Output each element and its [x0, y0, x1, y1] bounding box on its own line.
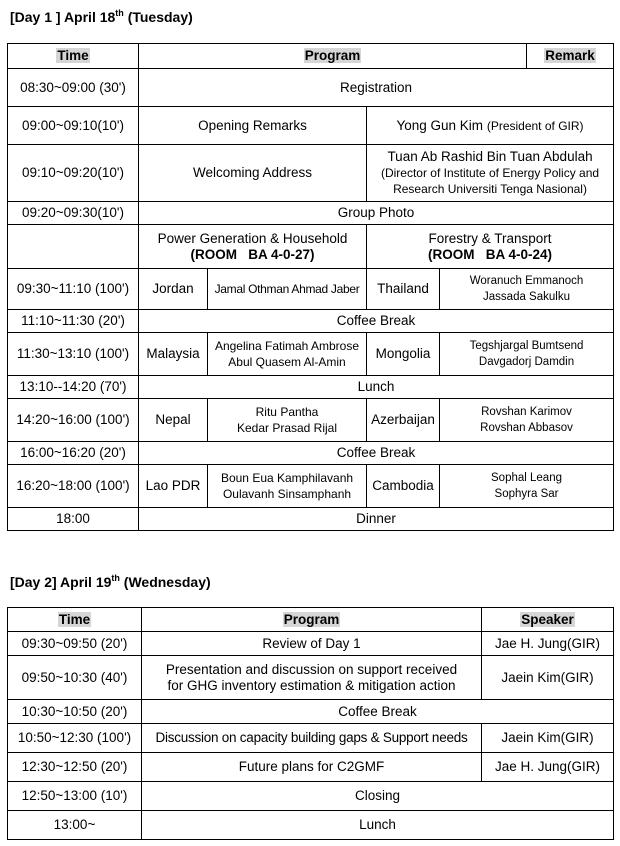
day1-row-opening [8, 107, 614, 145]
room-left-number: (ROOM BA 4-0-27) [190, 246, 315, 262]
speaker-name: Tuan Ab Rashid Bin Tuan Abdulah [387, 149, 593, 164]
day1-row-registration [8, 69, 614, 107]
time-cell: 16:00~16:20 (20') [8, 442, 139, 465]
day2-header-speaker: Speaker [482, 608, 614, 632]
names-cell: Boun Eua Kamphilavanh Oulavanh Sinsamphanh [208, 465, 367, 508]
program-cell: Coffee Break [139, 442, 614, 465]
time-cell: 08:30~09:00 (30') [8, 69, 139, 107]
day1-row-session4 [8, 465, 614, 508]
day1-row-session1 [8, 269, 614, 310]
program-cell: Closing [142, 782, 614, 811]
program-cell: Discussion on capacity building gaps & Support needs [142, 724, 482, 753]
day1-title [10, 8, 193, 26]
day1-header-row [8, 44, 614, 69]
speaker-name: Yong Gun Kim [396, 117, 484, 133]
empty-cell [8, 225, 139, 269]
time-cell: 09:30~11:10 (100') [8, 269, 139, 310]
day1-row-session3 [8, 399, 614, 442]
day2-row-presentation [8, 656, 614, 700]
speaker-affiliation-1: (Director of Institute of Energy Policy and [380, 166, 600, 180]
room-left [139, 225, 367, 269]
time-cell: 13:00~ [8, 811, 142, 840]
program-cell: Lunch [142, 811, 614, 840]
day2-row-lunch [8, 811, 614, 840]
time-cell: 09:50~10:30 (40') [8, 656, 142, 700]
program-cell: Welcoming Address [139, 145, 367, 202]
room-right [367, 225, 614, 269]
program-cell: Lunch [139, 376, 614, 399]
day1-row-dinner [8, 508, 614, 531]
day2-title-label: [Day 2] April 19 [10, 574, 112, 590]
time-cell: 12:50~13:00 (10') [8, 782, 142, 811]
speaker-cell [367, 107, 614, 145]
time-cell: 16:20~18:00 (100') [8, 465, 139, 508]
day1-header-program: Program [139, 44, 527, 69]
time-cell: 14:20~16:00 (100') [8, 399, 139, 442]
country-cell: Lao PDR [139, 465, 208, 508]
names-cell: Sophal Leang Sophyra Sar [440, 465, 614, 508]
time-cell: 09:20~09:30(10') [8, 202, 139, 225]
day2-title-weekday: (Wednesday) [123, 574, 211, 590]
day2-title-sup: th [111, 573, 120, 583]
day2-header-row [8, 608, 614, 632]
speaker-cell: Jae H. Jung(GIR) [482, 632, 614, 656]
names-cell: Woranuch Emmanoch Jassada Sakulku [440, 269, 614, 310]
day2-header-time: Time [8, 608, 142, 632]
day2-row-review [8, 632, 614, 656]
time-cell: 11:10~11:30 (20') [8, 310, 139, 333]
day1-row-lunch [8, 376, 614, 399]
day1-row-welcoming [8, 145, 614, 202]
time-cell: 18:00 [8, 508, 139, 531]
day2-title [10, 573, 211, 591]
names-cell: Ritu Pantha Kedar Prasad Rijal [208, 399, 367, 442]
day1-row-session2 [8, 333, 614, 376]
program-cell: Future plans for C2GMF [142, 753, 482, 782]
time-cell: 10:50~12:30 (100') [8, 724, 142, 753]
names-cell: Angelina Fatimah Ambrose Abul Quasem Al-Amin [208, 333, 367, 376]
speaker-cell [367, 145, 614, 202]
day1-row-coffee1 [8, 310, 614, 333]
names-cell: Tegshjargal Bumtsend Davgadorj Damdin [440, 333, 614, 376]
day2-row-future [8, 753, 614, 782]
time-cell: 12:30~12:50 (20') [8, 753, 142, 782]
day2-row-closing [8, 782, 614, 811]
program-cell: Coffee Break [142, 700, 614, 724]
day1-schedule-table [7, 43, 614, 531]
country-cell: Thailand [367, 269, 440, 310]
room-right-title: Forestry & Transport [428, 230, 552, 246]
country-cell: Jordan [139, 269, 208, 310]
program-cell: Opening Remarks [139, 107, 367, 145]
country-cell: Azerbaijan [367, 399, 440, 442]
speaker-note: (President of GIR) [486, 118, 584, 133]
time-cell: 13:10--14:20 (70') [8, 376, 139, 399]
speaker-cell: Jaein Kim(GIR) [482, 656, 614, 700]
program-cell: Registration [139, 69, 614, 107]
program-cell: Dinner [139, 508, 614, 531]
day1-title-sup: th [115, 8, 124, 18]
program-cell: Review of Day 1 [142, 632, 482, 656]
names-cell: Jamal Othman Ahmad Jaber [208, 269, 367, 310]
day1-header-time: Time [8, 44, 139, 69]
program-cell: Presentation and discussion on support received for GHG inventory estimation & mitigation action [142, 656, 482, 700]
country-cell: Cambodia [367, 465, 440, 508]
room-left-title: Power Generation & Household [157, 230, 348, 246]
day1-header-remark: Remark [527, 44, 614, 69]
program-cell: Coffee Break [139, 310, 614, 333]
time-cell: 09:00~09:10(10') [8, 107, 139, 145]
names-cell: Rovshan Karimov Rovshan Abbasov [440, 399, 614, 442]
speaker-affiliation-2: Research Universiti Tenga Nasional) [393, 182, 587, 196]
country-cell: Malaysia [139, 333, 208, 376]
time-cell: 09:10~09:20(10') [8, 145, 139, 202]
day1-title-label: [Day 1 ] April 18 [10, 9, 116, 25]
day2-header-program: Program [142, 608, 482, 632]
speaker-cell: Jae H. Jung(GIR) [482, 753, 614, 782]
day1-row-rooms [8, 225, 614, 269]
day2-schedule-table [7, 607, 614, 840]
day2-row-coffee [8, 700, 614, 724]
country-cell: Nepal [139, 399, 208, 442]
speaker-cell: Jaein Kim(GIR) [482, 724, 614, 753]
day2-row-discussion [8, 724, 614, 753]
time-cell: 10:30~10:50 (20') [8, 700, 142, 724]
room-right-number: (ROOM BA 4-0-24) [428, 246, 553, 262]
time-cell: 09:30~09:50 (20') [8, 632, 142, 656]
day1-title-weekday: (Tuesday) [127, 9, 193, 25]
program-cell: Group Photo [139, 202, 614, 225]
country-cell: Mongolia [367, 333, 440, 376]
day1-row-coffee2 [8, 442, 614, 465]
time-cell: 11:30~13:10 (100') [8, 333, 139, 376]
day1-row-group-photo [8, 202, 614, 225]
